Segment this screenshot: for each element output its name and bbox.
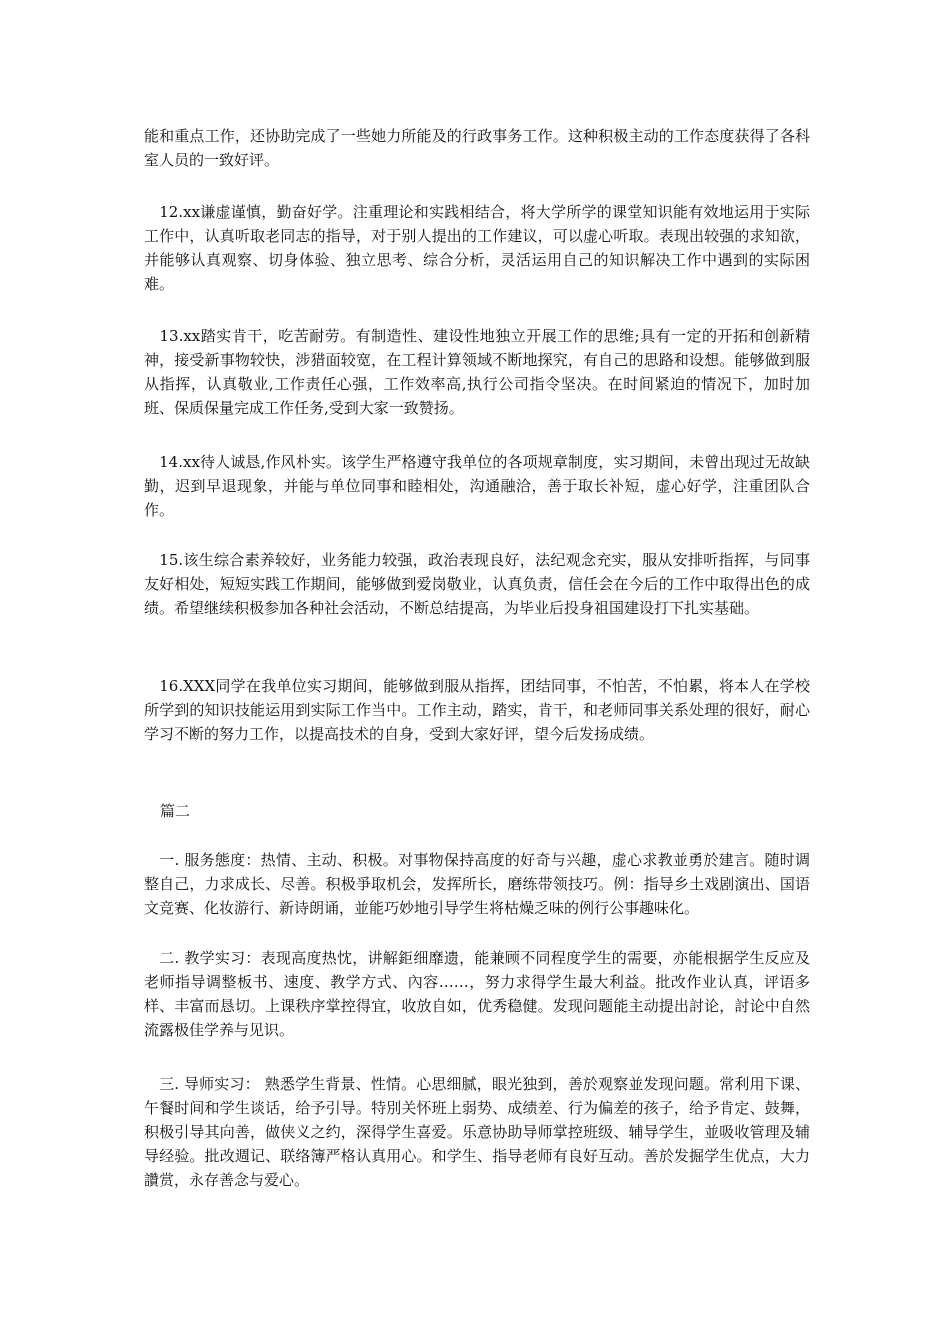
paragraph-teaching-practice: 二. 教学实习：表现高度热忱，讲解鉅细靡遗，能兼顾不同程度学生的需要，亦能根据学生反应及老师指导调整板书、速度、教学方式、內容……，努力求得学生最大利益。批改作业认真，评语多样、丰富而恳切。上课秩序掌控得宜，收放自如，优秀稳健。发现问题能主动提出討论，討论中自然流露极佳学养与见识。 [144, 949, 810, 1039]
paragraph-item-13: 13.xx踏实肯干，吃苦耐劳。有制造性、建设性地独立开展工作的思维;具有一定的开拓和创新精神，接受新事物较快，涉猎面较宽，在工程计算领域不断地探究，有自己的思路和设想。能够做到服从指挥，认真敬业,工作责任心强，工作效率高,执行公司指令坚决。在时间紧迫的情况下，加时加班、保质保量完成工作任务,受到大家一致赞扬。 [144, 327, 810, 417]
paragraph-item-15: 15.该生综合素养较好，业务能力较强，政治表现良好，法纪观念充实，服从安排听指挥，与同事友好相处，短短实践工作期间，能够做到爱岗敬业，认真负责，信任会在今后的工作中取得出色的成绩。希望继续积极参加各种社会活动，不断总结提高，为毕业后投身祖国建设打下扎实基础。 [144, 551, 810, 617]
paragraph-item-16: 16.XXX同学在我单位实习期间，能够做到服从指挥，团结同事，不怕苦，不怕累，将本人在学校所学到的知识技能运用到实际工作当中。工作主动，踏实，肯干，和老师同事关系处理的很好，耐心学习不断的努力工作，以提高技术的自身，受到大家好评，望今后发扬成绩。 [144, 677, 810, 743]
paragraph-service-attitude: 一. 服务態度：热情、主动、积极。对事物保持高度的好奇与兴趣，虚心求教並勇於建言。随时调整自己，力求成长、尽善。积极爭取机会，发挥所长，磨练带领技巧。例：指导乡土戏剧演出、国语文竞赛、化妆游行、新诗朗诵，並能巧妙地引导学生将枯燥乏味的例行公事趣味化。 [144, 851, 810, 917]
paragraph-item-14: 14.xx待人诚恳,作风朴实。该学生严格遵守我单位的各项规章制度，实习期间，未曾出现过无故缺勤，迟到早退现象，并能与单位同事和睦相处，沟通融洽，善于取长补短，虚心好学，注重团队合作。 [144, 453, 810, 519]
paragraph-mentor-practice: 三. 导师实习： 熟悉学生背景、性情。心思细腻，眼光独到，善於观察並发现问题。常利用下课、午餐时间和学生谈话，给予引导。特別关怀班上弱势、成绩差、行为偏差的孩子，给予肯定、鼓舞，积极引导其向善，做侠义之约，深得学生喜爱。乐意协助导师掌控班级、辅导学生，並吸收管理及辅导经验。批改週记、联络簿严格认真用心。和学生、指导老师有良好互动。善於发掘学生优点，大力讚赏，永存善念与爱心。 [144, 1075, 810, 1189]
section-heading: 篇二 [160, 802, 191, 820]
paragraph-continuation: 能和重点工作，还协助完成了一些她力所能及的行政事务工作。这种积极主动的工作态度获得了各科室人员的一致好评。 [144, 127, 810, 169]
paragraph-item-12: 12.xx谦虚谨慎，勤奋好学。注重理论和实践相结合，将大学所学的课堂知识能有效地运用于实际工作中，认真听取老同志的指导，对于别人提出的工作建议，可以虚心听取。表现出较强的求知欲，并能够认真观察、切身体验、独立思考、综合分析，灵活运用自己的知识解决工作中遇到的实际困难。 [144, 203, 810, 293]
